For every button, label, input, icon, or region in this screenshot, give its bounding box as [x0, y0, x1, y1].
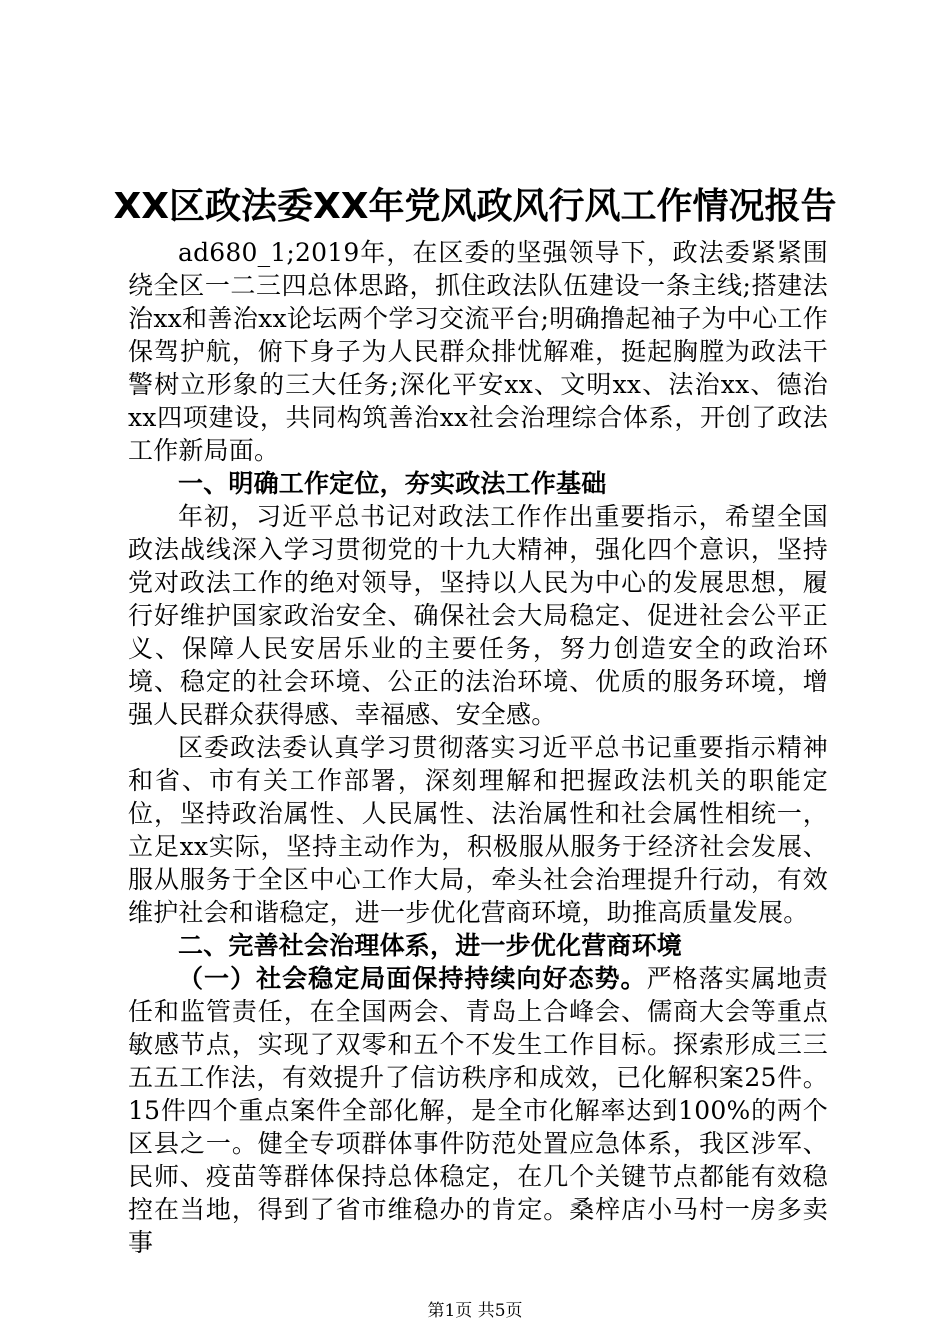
- page-footer: 第1页 共5页: [427, 1301, 523, 1321]
- intro-paragraph: ad680_1;2019年，在区委的坚强领导下，政法委紧紧围绕全区一二三四总体思路，抓住政法队伍建设一条主线;搭建法治xx和善治xx论坛两个学习交流平台;明确撸起袖子为中心工作保驾护航，俯下身子为人民群众排忧解难，挺起胸膛为政法干警树立形象的三大任务;深化平安xx、文明xx、法治xx、德治xx四项建设，共同构筑善治xx社会治理综合体系，开创了政法工作新局面。: [128, 238, 828, 465]
- section-1-paragraph-1: 年初，习近平总书记对政法工作作出重要指示，希望全国政法战线深入学习贯彻党的十九大精神，强化四个意识，坚持党对政法工作的绝对领导，坚持以人民为中心的发展思想，履行好维护国家政治安全、确保社会大局稳定、促进社会公平正义、保障人民安居乐业的主要任务，努力创造安全的政治环境、稳定的社会环境、公正的法治环境、优质的服务环境，增强人民群众获得感、幸福感、安全感。: [128, 502, 828, 729]
- document-body: [128, 236, 828, 1259]
- document-title: XX区政法委XX年党风政风行风工作情况报告: [113, 186, 837, 227]
- section-2-paragraph-1: [128, 962, 828, 1259]
- section-2-heading: 二、完善社会治理体系，进一步优化营商环境: [178, 931, 683, 960]
- subsection-1-lead: （一）社会稳定局面保持持续向好态势。: [178, 964, 647, 993]
- subsection-1-body: 严格落实属地责任和监管责任，在全国两会、青岛上合峰会、儒商大会等重点敏感节点，实现了双零和五个不发生工作目标。探索形成三三五五工作法，有效提升了信访秩序和成效，已化解积案25件。15件四个重点案件全部化解，是全市化解率达到100%的两个区县之一。健全专项群体事件防范处置应急体系，我区涉军、民师、疫苗等群体保持总体稳定，在几个关键节点都能有效稳控在当地，得到了省市维稳办的肯定。桑梓店小马村一房多卖事: [128, 964, 828, 1257]
- section-1-heading: 一、明确工作定位，夯实政法工作基础: [178, 469, 607, 498]
- section-1-paragraph-2: 区委政法委认真学习贯彻落实习近平总书记重要指示精神和省、市有关工作部署，深刻理解和把握政法机关的职能定位，坚持政治属性、人民属性、法治属性和社会属性相统一，立足xx实际，坚持主动作为，积极服从服务于经济社会发展、服从服务于全区中心工作大局，牵头社会治理提升行动，有效维护社会和谐稳定，进一步优化营商环境，助推高质量发展。: [128, 733, 828, 927]
